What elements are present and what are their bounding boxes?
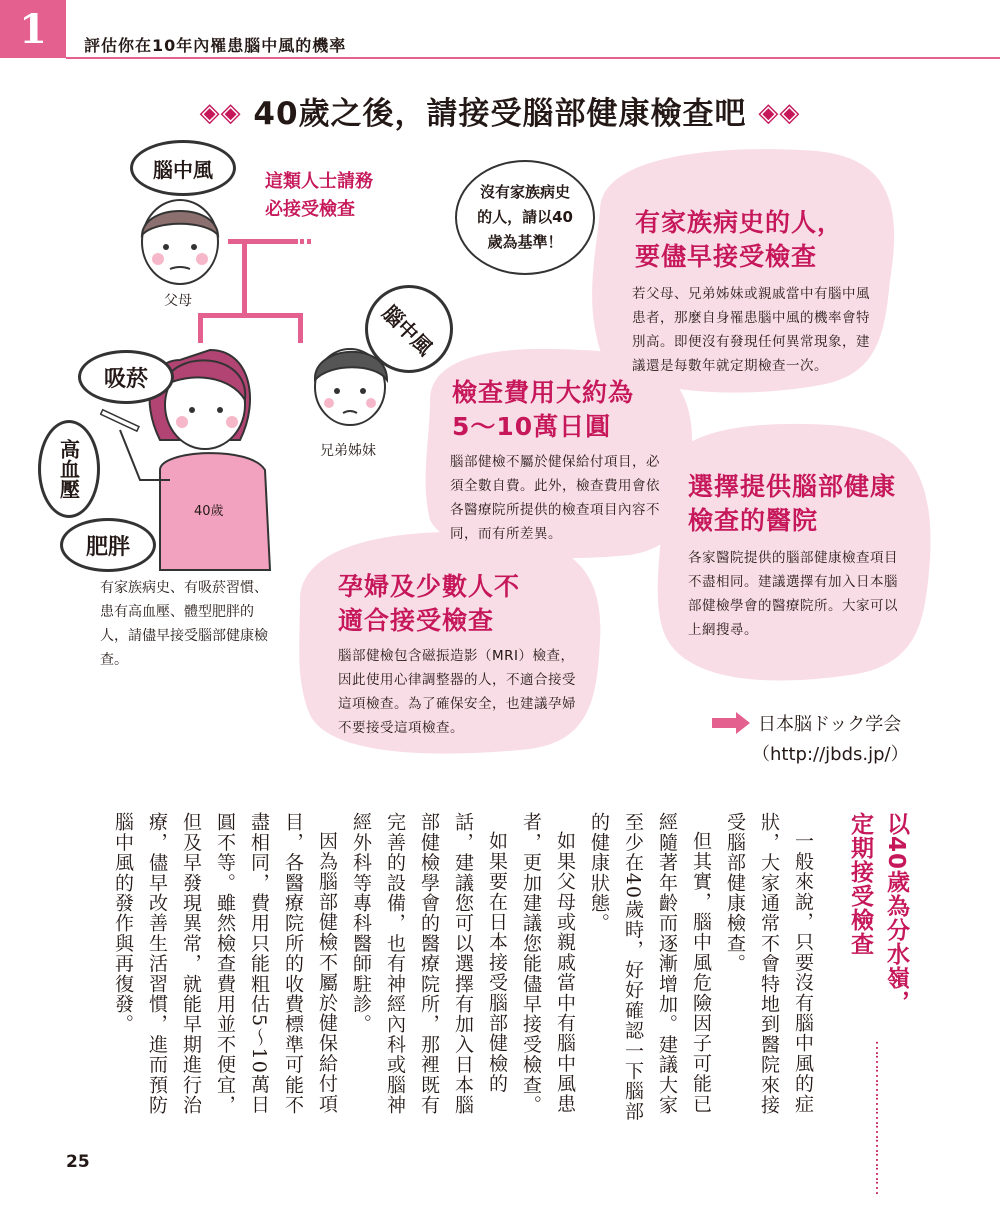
parent-illustration [130,195,230,290]
article-paragraph: 如果要在日本接受腦部健檢的話，建議您可以選擇有加入日本腦部健檢學會的醫療院所，那裡既有完善的設備，也有神經內科或腦神經外科等專科醫師駐診。 [350,812,508,1115]
hypertension-bubble: 高血壓 [38,420,100,518]
blob-pregnant-title: 孕婦及少數人不適合接受檢查 [338,572,521,635]
stroke-bubble-parent: 腦中風 [130,140,236,196]
no-family-history-bubble: 沒有家族病史的人，請以40歲為基準！ [455,160,595,275]
obesity-bubble: 肥胖 [60,518,156,572]
article-heading [842,812,914,1052]
article-body [112,812,820,1132]
blob-cost-title: 檢查費用大約為5～10萬日圓 [452,378,635,441]
smoking-bubble: 吸菸 [78,350,174,404]
must-check-label: 這類人士請務 必接受檢查 [265,171,373,220]
article-heading-line1: 以40歲為分水嶺， [883,812,909,1015]
siblings-label: 兄弟姊妹 [320,443,376,459]
article-paragraph: 如果父母或親戚當中有腦中風患者，更加建議您能儘早接受檢查。 [520,812,576,1115]
stroke-bubble-sibling: 腦中風 [347,267,471,391]
main-heading-text: 40歲之後，請接受腦部健康檢查吧 [253,96,747,132]
chapter-title: 評估你在10年內罹患腦中風的機率 [84,36,347,55]
illustration-caption: 有家族病史、有吸菸習慣、患有高血壓、體型肥胖的人，請儘早接受腦部健康檢查。 [100,580,268,668]
dotted-divider: ⋯⋯⋯⋯⋯⋯⋯⋯⋯⋯⋯ [868,1040,887,1194]
chapter-number-badge: 1 [0,0,66,58]
parents-label: 父母 [164,293,192,309]
age-label: 40歲 [194,504,224,519]
page-number: 25 [66,1152,90,1172]
blob-family-history-title: 有家族病史的人，要儘早接受檢查 [635,208,844,271]
article-paragraph: 但其實，腦中風危險因子可能已經隨著年齡而逐漸增加。建議大家至少在40歲時，好好確認一下腦部的健康狀態。 [588,812,712,1122]
blob-cost-body: 腦部健檢不屬於健保給付項目，必須全數自費。此外，檢查費用會依各醫療院所提供的檢查項目內容不同，而有所差異。 [450,454,660,542]
blob-hospital-title: 選擇提供腦部健康檢查的醫院 [688,472,897,535]
reference-url[interactable]: （http://jbds.jp/） [752,744,909,765]
article-heading-line2: 定期接受檢查 [847,812,873,956]
arrow-right-icon [712,712,752,734]
article-paragraph: 因為腦部健檢不屬於健保給付項目，各醫療院所的收費標準可能不盡相同，費用只能粗估5～10萬日圓不等。雖然檢查費用並不便宜，但及早發現異常，就能早期進行治療，儘早改善生活習慣，進而預防腦中風的發作與再復發。 [112,812,338,1115]
blob-family-history-body: 若父母、兄弟姊妹或親戚當中有腦中風患者，那麼自身罹患腦中風的機率會特別高。即便沒有發現任何異常現象，建議還是每數年就定期檢查一次。 [632,286,870,374]
diamond-decoration-right: ◈◈ [758,98,801,128]
reference-name: 日本脳ドック学会 [758,714,902,735]
article-paragraph: 一般來說，只要沒有腦中風的症狀，大家通常不會特地到醫院來接受腦部健康檢查。 [724,812,814,1115]
blob-hospital-body: 各家醫院提供的腦部健康檢查項目不盡相同。建議選擇有加入日本腦部健檢學會的醫療院所。大家可以上網搜尋。 [688,550,898,638]
diamond-decoration-left: ◈◈ [199,98,242,128]
blob-pregnant-body: 腦部健檢包含磁振造影（MRI）檢查，因此使用心律調整器的人，不適合接受這項檢查。為了確保安全，也建議孕婦不要接受這項檢查。 [338,648,576,736]
